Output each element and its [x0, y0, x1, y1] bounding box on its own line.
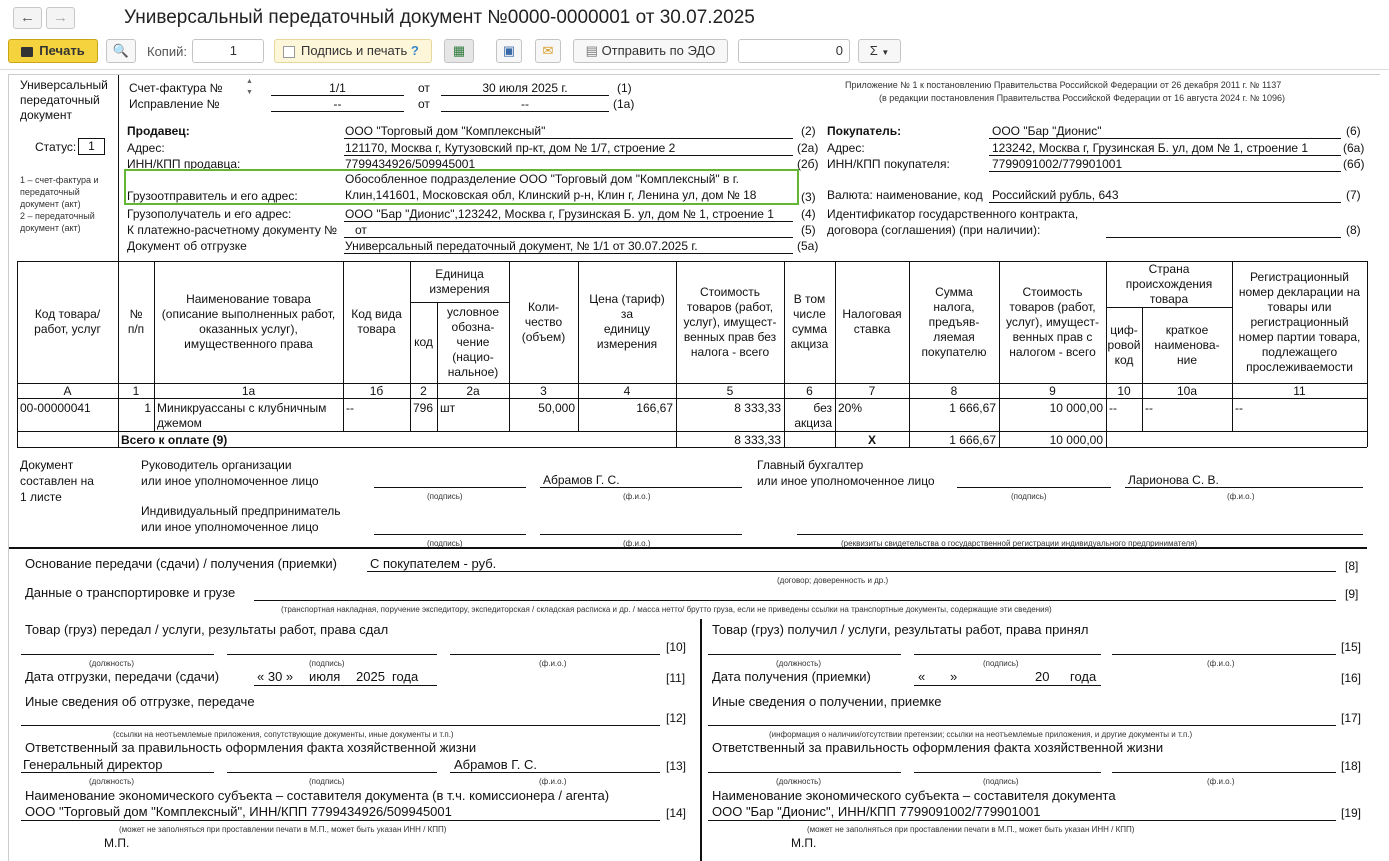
seller-inn-code: (2б) [797, 157, 819, 171]
ship-other-label: Иные сведения об отгрузке, передаче [25, 694, 255, 709]
preview-button[interactable] [106, 39, 136, 63]
item-price: 166,67 [636, 401, 673, 415]
totals-excise: X [867, 433, 876, 447]
arrow-left-icon: ← [20, 9, 35, 26]
col-header-country-code: циф- ровой код [1107, 322, 1141, 367]
sign-print-label: Подпись и печать [301, 43, 408, 58]
currency-code: (7) [1346, 188, 1361, 202]
resp-code: [13] [666, 759, 687, 773]
send-edo-button[interactable] [573, 39, 728, 63]
floppy-icon: ▣ [502, 43, 516, 58]
receive-other-caption: (информация о наличии/отсутствии претензии; ссылки на неотъемлемые приложения, и другие документы и т.п.) [769, 730, 1193, 739]
receive-year-word: года [1070, 669, 1097, 684]
fix-code: (1а) [613, 97, 635, 111]
edo-icon: ▤ [585, 43, 598, 58]
basis-caption: (договор; доверенность и др.) [777, 576, 889, 585]
ip-label-2: или иное уполномоченное лицо [141, 520, 319, 534]
stamp-place: М.П. [104, 836, 130, 850]
envelope-icon: ✉ [542, 43, 554, 58]
fix-number: -- [333, 97, 342, 111]
receive-resp-sign-caption: (подпись) [983, 777, 1019, 786]
totals-label: Всего к оплате (9) [121, 433, 228, 447]
head-label-1: Руководитель организации [141, 458, 292, 472]
col-header-cost: Стоимость товаров (работ, услуг), имущест- венных прав без налога - всего [683, 284, 777, 359]
col-header-reg: Регистрационный номер декларации на товары или регистрационный номер партии товара, подлежащего прослеживаемости [1238, 269, 1361, 374]
shipper-label: Грузоотправитель и его адрес: [127, 189, 298, 203]
col-num: 5 [726, 384, 734, 398]
received-pos-caption: (должность) [776, 659, 821, 668]
consignee-value: ООО "Бар "Дионис",123242, Москва г, Грузинская Б. ул, дом № 1, строение 1 [345, 207, 774, 221]
totals-cost: 8 333,33 [734, 433, 781, 447]
item-unit-name: шт [440, 401, 456, 415]
col-header-qty: Коли- чество (объем) [521, 299, 566, 344]
accountant-sign-caption: (подпись) [1011, 492, 1047, 501]
item-unit-code: 796 [413, 401, 434, 415]
save-button[interactable] [496, 39, 522, 63]
title-bar [0, 0, 1389, 36]
col-num: 4 [623, 384, 631, 398]
col-header-name: Наименование товара (описание выполненных работ, оказанных услуг), имущественного права [161, 292, 336, 351]
table-edit-icon: ▦ [452, 43, 466, 58]
handed-fio-caption: (ф.и.о.) [539, 659, 567, 668]
resp-pos-caption: (должность) [89, 777, 134, 786]
received-label: Товар (груз) получил / услуги, результаты работ, права принял [712, 622, 1089, 637]
ip-fio-caption: (ф.и.о.) [623, 539, 651, 548]
arrow-right-icon: → [53, 9, 68, 26]
appendix-line-2: (в редакции постановления Правительства Российской Федерации от 16 августа 2024 г. № 1096) [879, 93, 1286, 103]
ship-other-caption: (ссылки на неотъемлемые приложения, сопутствующие документы, иные документы и т.п.) [113, 730, 454, 739]
ship-year-word: года [392, 669, 419, 684]
col-header-price: Цена (тариф) за единицу измерения [589, 292, 665, 351]
fix-date: -- [521, 97, 529, 111]
head-name: Абрамов Г. С. [543, 473, 620, 487]
chevron-down-icon: ▼ [881, 48, 890, 57]
columns-divider [700, 619, 702, 861]
head-fio-caption: (ф.и.о.) [623, 492, 651, 501]
receive-day-open: « [918, 669, 926, 684]
head-sign-caption: (подпись) [427, 492, 463, 501]
accountant-fio-caption: (ф.и.о.) [1227, 492, 1255, 501]
col-header-country: Страна происхождения товара [1125, 261, 1213, 306]
email-button[interactable] [535, 39, 561, 63]
handed-pos-caption: (должность) [89, 659, 134, 668]
invoice-number: 1/1 [329, 81, 346, 95]
received-sign-caption: (подпись) [983, 659, 1019, 668]
currency-value: Российский рубль, 643 [992, 188, 1119, 202]
ip-registration-caption: (реквизиты свидетельства о государственной регистрации индивидуального предпринимателя) [841, 539, 1198, 548]
items-table [17, 261, 1367, 448]
col-num: А [63, 384, 72, 398]
seller-inn: 7799434926/509945001 [345, 157, 476, 171]
doc-pages: Документ составлен на 1 листе [20, 458, 94, 504]
print-label: Печать [39, 43, 85, 58]
send-edo-label: Отправить по ЭДО [601, 43, 716, 58]
contract-label-2: договора (соглашения) (при наличии): [827, 223, 1041, 237]
currency-label: Валюта: наименование, код [827, 188, 983, 202]
printer-icon [21, 47, 33, 57]
ship-year: 2025 [356, 669, 385, 684]
buyer-address-code: (6а) [1343, 141, 1365, 155]
receive-resp-label: Ответственный за правильность оформления факта хозяйственной жизни [712, 740, 1164, 755]
consignee-label: Грузополучатель и его адрес: [127, 207, 292, 221]
receive-date-code: [16] [1341, 671, 1362, 685]
copies-stepper[interactable]: ▲ ▼ [246, 78, 253, 96]
shipdoc-label: Документ об отгрузке [127, 239, 247, 253]
resp-sign-caption: (подпись) [309, 777, 345, 786]
invoice-date: 30 июля 2025 г. [482, 81, 568, 95]
edit-sheet-button[interactable] [444, 39, 474, 63]
item-qty: 50,000 [538, 401, 575, 415]
seller-name: ООО "Торговый дом "Комплексный" [345, 124, 546, 138]
invoice-from-label: от [418, 81, 430, 95]
item-number: 1 [144, 401, 151, 415]
col-header-excise: В том числе сумма акциза [790, 292, 829, 351]
ship-date-label: Дата отгрузки, передачи (сдачи) [25, 669, 220, 684]
doc-type-name: Универсальный передаточный документ [20, 78, 108, 122]
handed-code: [10] [666, 640, 687, 654]
accountant-label-2: или иное уполномоченное лицо [757, 474, 935, 488]
seller-name-code: (2) [801, 124, 816, 138]
copies-label: Копий: [147, 44, 187, 59]
resp-name: Абрамов Г. С. [454, 757, 537, 772]
print-button[interactable] [8, 39, 98, 63]
col-num: 10а [1176, 384, 1198, 398]
buyer-inn: 7799091002/779901001 [992, 157, 1123, 171]
seller-label: Продавец: [127, 124, 190, 138]
item-code: 00-00000041 [20, 401, 91, 415]
buyer-label: Покупатель: [827, 124, 902, 138]
status-value: 1 [78, 138, 105, 155]
receive-date-label: Дата получения (приемки) [712, 669, 871, 684]
col-num: 3 [540, 384, 547, 398]
resp-fio-caption: (ф.и.о.) [539, 777, 567, 786]
col-num: 8 [950, 384, 958, 398]
shipper-line-1: Обособленное подразделение ООО "Торговый дом "Комплексный" в г. [345, 172, 739, 186]
col-header-unit: Единица измерения [429, 266, 490, 296]
ship-other-code: [12] [666, 711, 687, 725]
item-total: 10 000,00 [1049, 401, 1103, 415]
col-num: 2 [420, 384, 427, 398]
contract-code: (8) [1346, 223, 1361, 237]
item-reg: -- [1235, 401, 1243, 415]
item-name-line-2: джемом [157, 416, 202, 430]
copies-input[interactable] [192, 39, 264, 63]
received-fio-caption: (ф.и.о.) [1207, 659, 1235, 668]
fix-from-label: от [418, 97, 430, 111]
totals-total: 10 000,00 [1049, 433, 1103, 447]
resp-position: Генеральный директор [23, 757, 163, 772]
payment-from: от [355, 223, 367, 237]
forward-button[interactable] [46, 7, 75, 29]
invoice-label: Счет-фактура № [129, 81, 223, 95]
transport-label: Данные о транспортировке и грузе [25, 585, 236, 600]
seller-address: 121170, Москва г, Кутузовский пр-кт, дом № 1/7, строение 2 [345, 141, 676, 155]
col-header-kind: Код вида товара [351, 307, 402, 336]
receive-resp-pos-caption: (должность) [776, 777, 821, 786]
receive-stamp-place: М.П. [791, 836, 817, 850]
item-excise-line-2: акциза [794, 416, 832, 430]
item-kind: -- [346, 401, 354, 415]
signatures-divider [9, 547, 1367, 549]
left-panel-divider [118, 75, 119, 261]
ip-label-1: Индивидуальный предприниматель [141, 504, 341, 518]
fix-label: Исправление № [129, 97, 220, 111]
window-title: Универсальный передаточный документ №0000-0000001 от 30.07.2025 [124, 7, 755, 28]
shipper-line-2: Клин,141601, Московская обл, Клинский р-н, Клин г, Ленина ул, дом № 18 [345, 188, 757, 202]
receive-resp-code: [18] [1341, 759, 1362, 773]
receive-day-close: » [950, 669, 958, 684]
subject-code: [14] [666, 806, 687, 820]
receive-resp-fio-caption: (ф.и.о.) [1207, 777, 1235, 786]
buyer-inn-label: ИНН/КПП покупателя: [827, 157, 950, 171]
buyer-name-code: (6) [1346, 124, 1361, 138]
item-country-code: -- [1109, 401, 1117, 415]
subject-caption: (может не заполняться при проставлении печати в М.П., может быть указан ИНН / КПП) [119, 825, 447, 834]
col-header-tax: Сумма налога, предъяв- ляемая покупателю [921, 284, 987, 359]
payment-label: К платежно-расчетному документу № [127, 223, 338, 237]
item-tax: 1 666,67 [949, 401, 996, 415]
receive-year: 20 [1035, 669, 1050, 684]
handed-label: Товар (груз) передал / услуги, результаты работ, права сдал [25, 622, 389, 637]
col-header-code: Код товара/ работ, услуг [34, 307, 101, 336]
totals-tax: 1 666,67 [949, 433, 996, 447]
col-header-country-name: краткое наименова- ние [1154, 322, 1220, 367]
item-cost: 8 333,33 [734, 401, 781, 415]
item-country-name: -- [1145, 401, 1153, 415]
ship-date-code: [11] [666, 671, 686, 685]
col-header-total: Стоимость товаров (работ, услуг), имущест- венных прав с налогом - всего [1006, 284, 1099, 359]
contract-label-1: Идентификатор государственного контракта, [827, 207, 1079, 221]
handed-sign-caption: (подпись) [309, 659, 345, 668]
col-header-rate: Налоговая ставка [842, 307, 902, 336]
help-icon[interactable]: ? [410, 43, 419, 58]
receive-other-code: [17] [1341, 711, 1362, 725]
receive-subject-value: ООО "Бар "Дионис", ИНН/КПП 7799091002/779901001 [712, 804, 1041, 819]
resp-label: Ответственный за правильность оформления факта хозяйственной жизни [25, 740, 477, 755]
seller-inn-label: ИНН/КПП продавца: [127, 157, 241, 171]
ship-day: « 30 » [257, 669, 294, 684]
seller-address-label: Адрес: [127, 141, 165, 155]
seller-address-code: (2а) [797, 141, 819, 155]
ip-sign-caption: (подпись) [427, 539, 463, 548]
col-num: 1 [132, 384, 140, 398]
ship-month: июля [309, 669, 341, 684]
head-label-2: или иное уполномоченное лицо [141, 474, 319, 488]
subject-label: Наименование экономического субъекта – составителя документа (в т.ч. комиссионера / агента) [25, 788, 610, 803]
col-num: 1а [241, 384, 256, 398]
shipdoc-code: (5а) [797, 239, 819, 253]
sum-value: 0 [835, 43, 843, 58]
buyer-address: 123242, Москва г, Грузинская Б. ул, дом № 1, строение 1 [992, 141, 1309, 155]
transport-caption: (транспортная накладная, поручение экспедитору, экспедиторская / складская расписка и др. / масса нетто/ брутто груза, если не приведены ссылки на транспортные документы, содержащие эти сведения) [281, 605, 1052, 614]
document-sheet [8, 74, 1380, 861]
receive-subject-label: Наименование экономического субъекта – составителя документа [712, 788, 1116, 803]
buyer-name: ООО "Бар "Дионис" [992, 124, 1102, 138]
col-num: 7 [868, 384, 876, 398]
payment-code: (5) [801, 223, 816, 237]
status-note: 1 – счет-фактура и передаточный документ (акт) 2 – передаточный документ (акт) [20, 175, 99, 233]
col-num: 6 [806, 384, 813, 398]
col-header-unit-code: код [414, 335, 433, 349]
subject-value: ООО "Торговый дом "Комплексный", ИНН/КПП 7799434926/509945001 [25, 804, 452, 819]
sum-field[interactable] [738, 39, 850, 63]
col-header-number: № п/п [127, 307, 145, 336]
sign-print-toggle[interactable] [274, 39, 432, 63]
receive-other-label: Иные сведения о получении, приемке [712, 694, 942, 709]
col-header-unit-name: условное обозна- чение (нацио- нальное) [446, 305, 500, 379]
checkbox[interactable] [283, 46, 295, 58]
shipper-code: (3) [801, 190, 816, 204]
col-num: 10 [1117, 384, 1131, 398]
col-num: 2а [466, 384, 480, 398]
item-name-line-1: Миникруассаны с клубничным [157, 401, 327, 415]
item-rate: 20% [838, 401, 863, 415]
status-label: Статус: [35, 140, 77, 154]
consignee-code: (4) [801, 207, 816, 221]
col-num: 11 [1293, 384, 1306, 398]
receive-subject-code: [19] [1341, 806, 1362, 820]
item-excise-line-1: без [813, 401, 832, 415]
transport-code: [9] [1345, 587, 1359, 601]
back-button[interactable] [13, 7, 42, 29]
sum-menu-button[interactable] [858, 39, 901, 63]
sigma-icon: Σ [869, 43, 878, 58]
accountant-label-1: Главный бухгалтер [757, 458, 864, 472]
col-num: 9 [1049, 384, 1056, 398]
shipdoc-value: Универсальный передаточный документ, № 1/1 от 30.07.2025 г. [345, 239, 698, 253]
receive-subject-caption: (может не заполняться при проставлении печати в М.П., может быть указан ИНН / КПП) [807, 825, 1135, 834]
col-num: 1б [369, 384, 384, 398]
copies-value: 1 [229, 43, 237, 58]
received-code: [15] [1341, 640, 1362, 654]
accountant-name: Ларионова С. В. [1128, 473, 1219, 487]
basis-label: Основание передачи (сдачи) / получения (приемки) [25, 556, 337, 571]
magnifier-page-icon: 🔍 [112, 43, 130, 58]
buyer-inn-code: (6б) [1343, 157, 1365, 171]
buyer-address-label: Адрес: [827, 141, 865, 155]
basis-value: С покупателем - руб. [370, 556, 497, 571]
invoice-code: (1) [617, 81, 632, 95]
basis-code: [8] [1345, 559, 1359, 573]
appendix-line-1: Приложение № 1 к постановлению Правительства Российской Федерации от 26 декабря 2011 г. № 1137 [845, 80, 1282, 90]
